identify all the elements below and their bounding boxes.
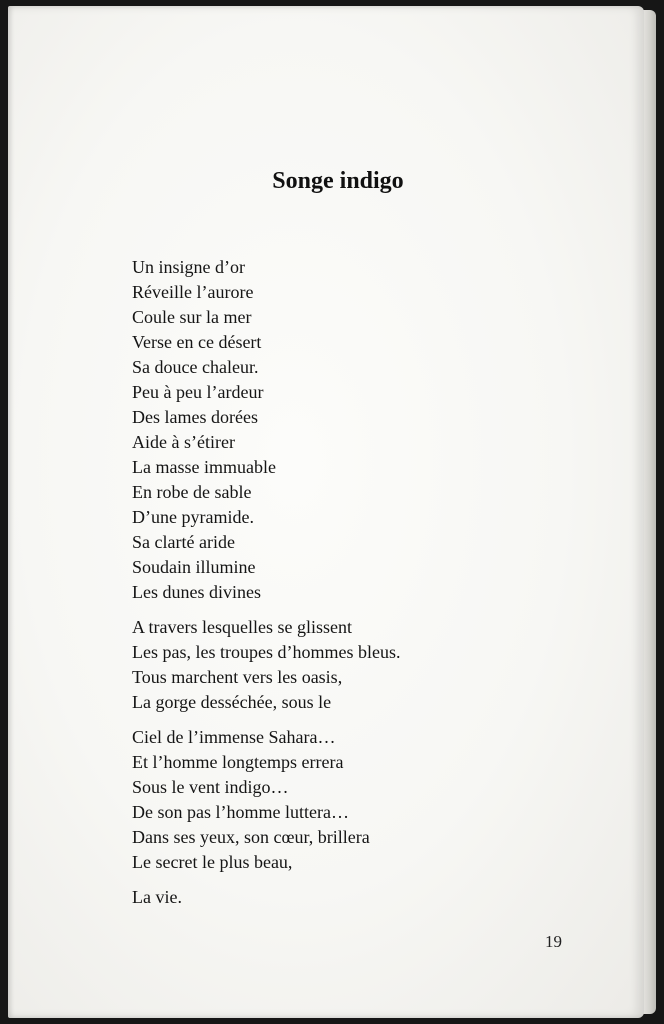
poem-line: Soudain illumine: [132, 557, 256, 577]
poem-line: Sous le vent indigo…: [132, 777, 289, 797]
poem-line: La vie.: [132, 887, 182, 907]
stanza: [132, 615, 400, 715]
poem-line: De son pas l’homme luttera…: [132, 802, 349, 822]
poem-line: Le secret le plus beau,: [132, 852, 293, 872]
poem-line: Les dunes divines: [132, 582, 261, 602]
page-number: 19: [545, 932, 562, 951]
poem-line: Peu à peu l’ardeur: [132, 382, 264, 402]
poem-line: Dans ses yeux, son cœur, brillera: [132, 827, 370, 847]
poem-line: Sa clarté aride: [132, 532, 235, 552]
poem-line: Et l’homme longtemps errera: [132, 752, 344, 772]
poem-line: Ciel de l’immense Sahara…: [132, 727, 336, 747]
poem-line: La masse immuable: [132, 457, 276, 477]
poem-line: Les pas, les troupes d’hommes bleus.: [132, 642, 401, 662]
poem-line: D’une pyramide.: [132, 507, 254, 527]
poem-title: Songe indigo: [272, 168, 404, 194]
poem-body: [132, 255, 400, 910]
poem-line: Un insigne d’or: [132, 257, 245, 277]
stanza: [132, 255, 400, 605]
poem-line: Verse en ce désert: [132, 332, 262, 352]
poem-line: A travers lesquelles se glissent: [132, 617, 352, 637]
stanza: [132, 885, 400, 910]
page-edge: [642, 10, 656, 1014]
poem-line: En robe de sable: [132, 482, 252, 502]
poem-line: La gorge desséchée, sous le: [132, 692, 332, 712]
stanza: [132, 725, 400, 875]
poem-line: Réveille l’aurore: [132, 282, 254, 302]
poem-line: Coule sur la mer: [132, 307, 252, 327]
poem-line: Sa douce chaleur.: [132, 357, 259, 377]
poem-line: Aide à s’étirer: [132, 432, 235, 452]
poem-line: Des lames dorées: [132, 407, 258, 427]
poem-line: Tous marchent vers les oasis,: [132, 667, 343, 687]
